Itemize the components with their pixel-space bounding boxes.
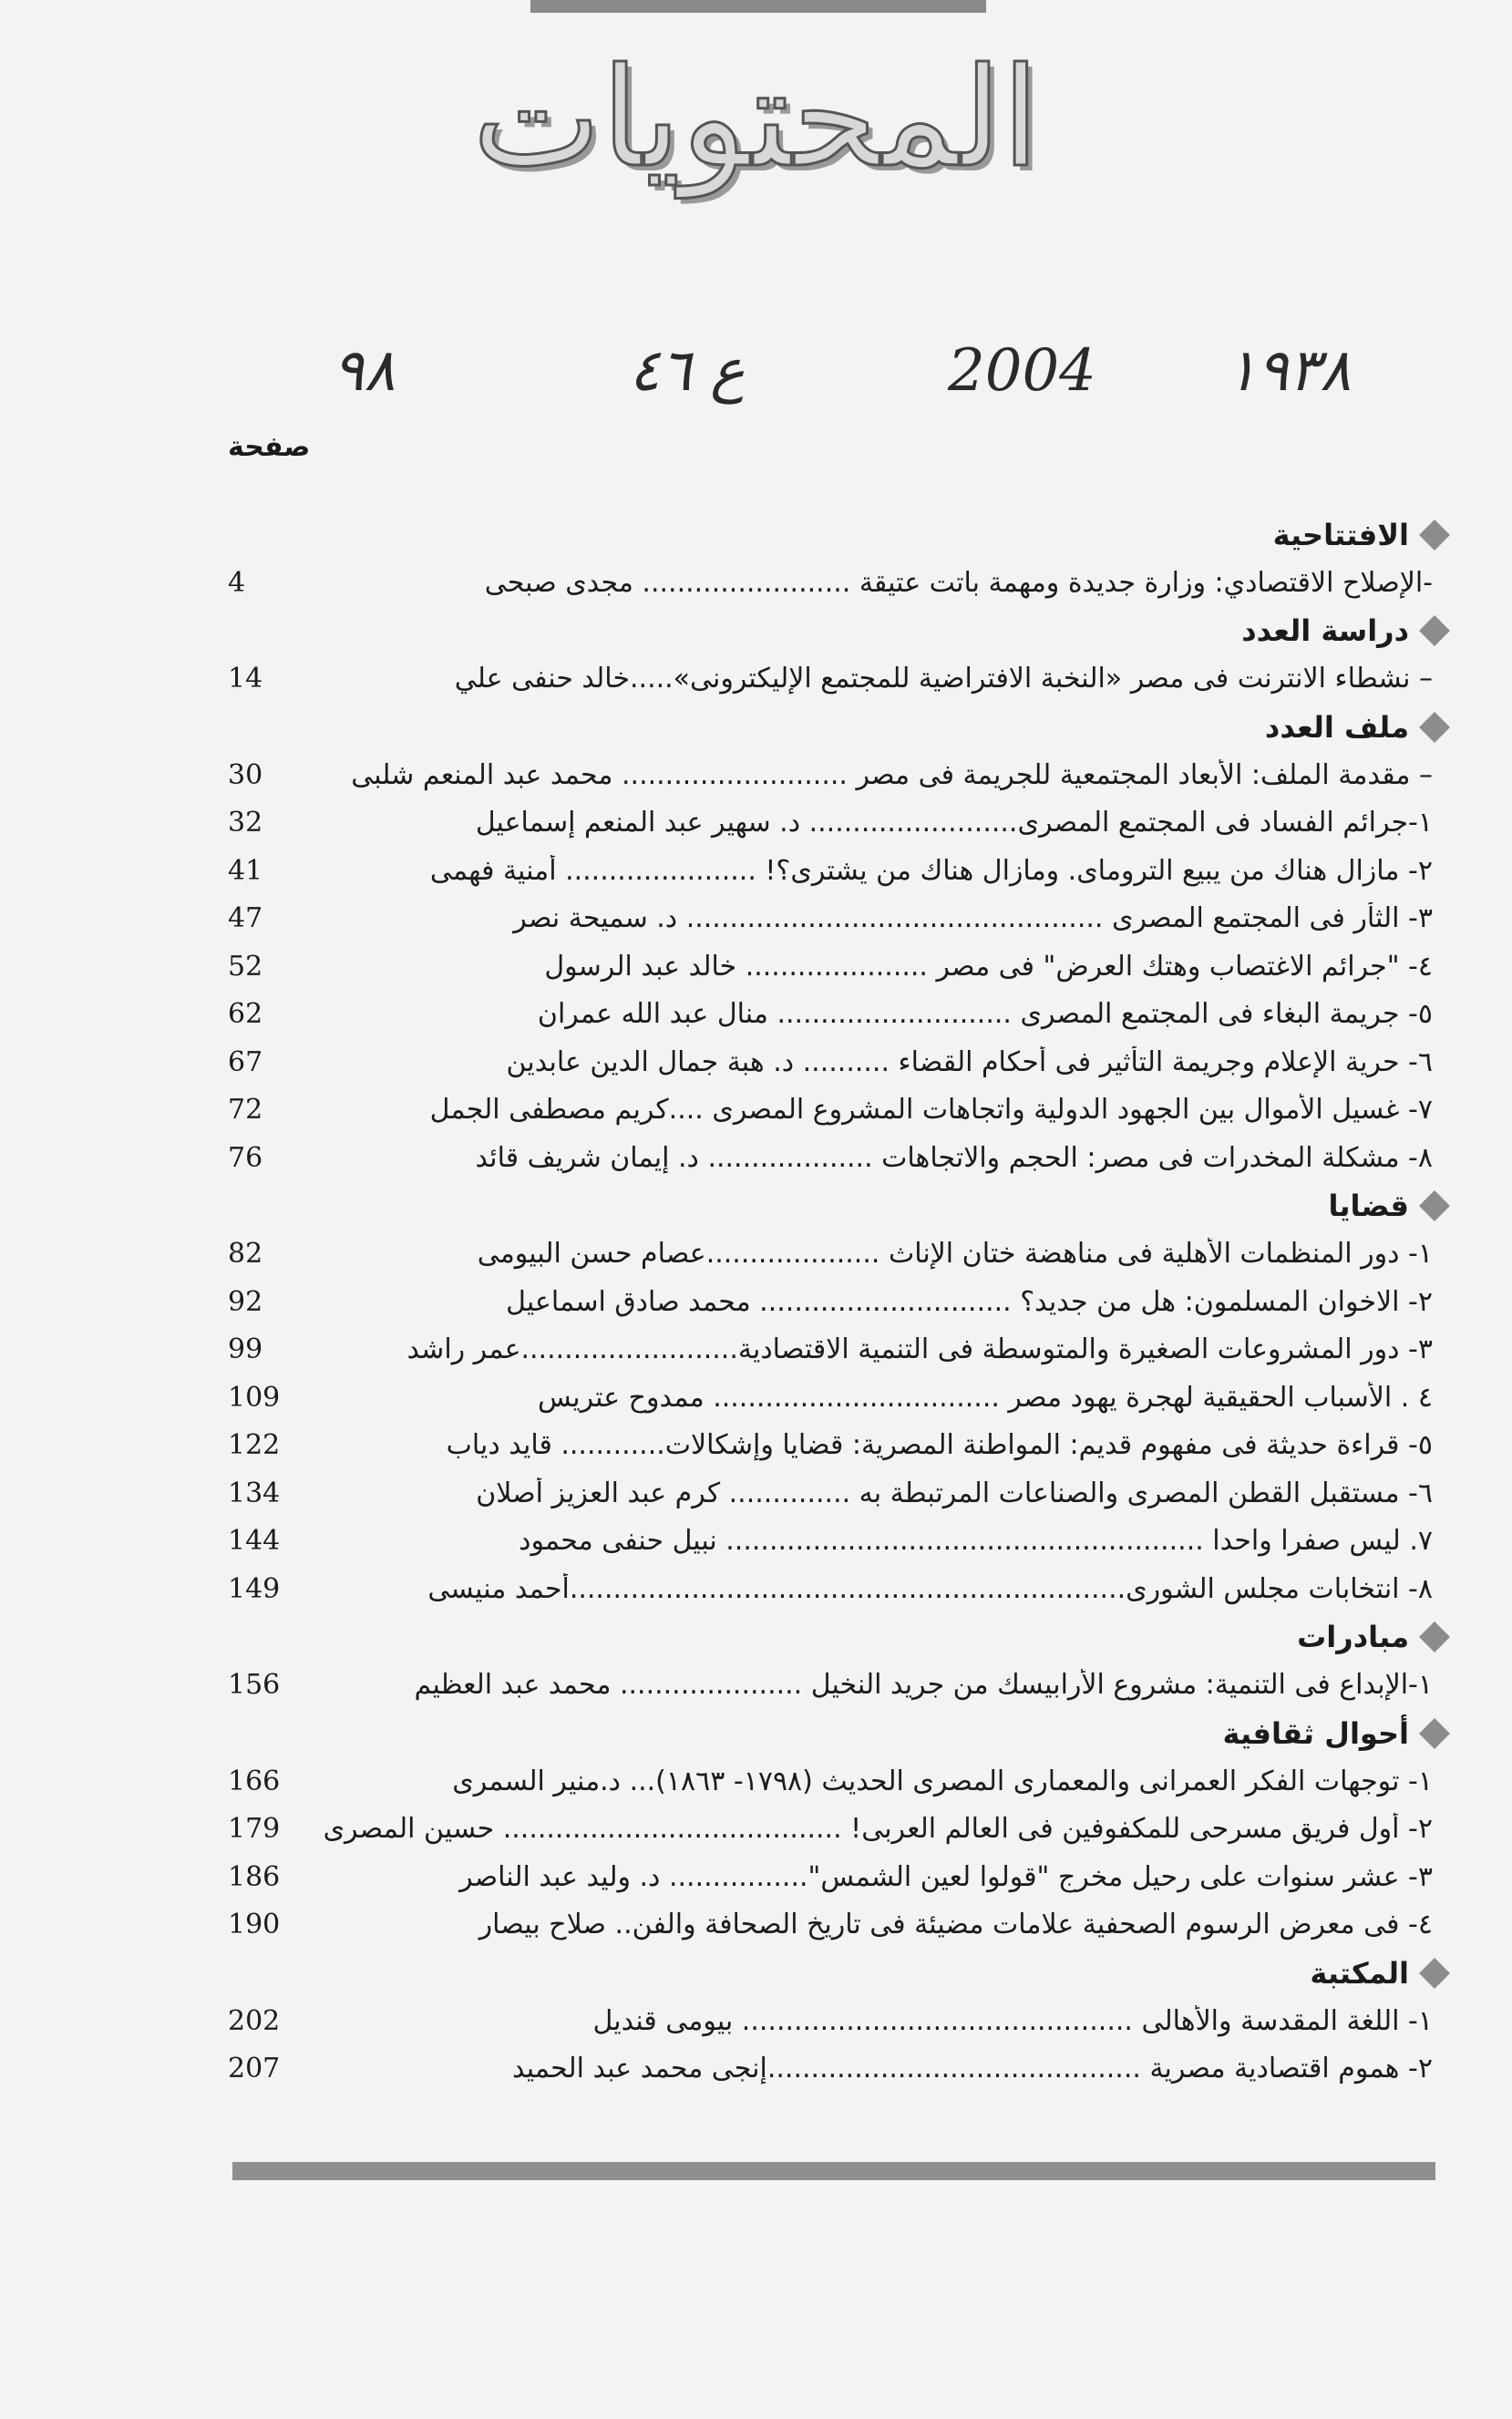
- toc-entry: [228, 1757, 1449, 1806]
- toc-entry: [228, 942, 1449, 991]
- toc-entry-page-number: 99: [228, 1333, 263, 1366]
- toc-entry-text: ٤- فى معرض الرسوم الصحفية علامات مضيئة فى تاريخ الصحافة والفن.. صلاح بيصار: [478, 1909, 1433, 1941]
- section-heading: [228, 1182, 1449, 1230]
- diamond-bullet-icon: [1419, 712, 1450, 743]
- toc-entry-text: ٣- دور المشروعات الصغيرة والمتوسطة فى التنمية الاقتصادية.........................عمر راشد: [406, 1333, 1433, 1366]
- toc-entry: [228, 751, 1449, 799]
- diamond-bullet-icon: [1419, 1958, 1450, 1989]
- toc-entry-text: ٧- غسيل الأموال بين الجهود الدولية واتجاهات المشروع المصرى ....كريم مصطفى الجمل: [429, 1094, 1433, 1127]
- toc-entry: [228, 1997, 1449, 2045]
- section-title: ملف العدد: [1264, 709, 1409, 745]
- handwritten-note: ١٩٣٨: [1226, 337, 1352, 405]
- toc-entry-page-number: 122: [228, 1429, 281, 1462]
- toc-entry-text: ٢- هموم اقتصادية مصرية ...........................................إنجى محمد عبد الحميد: [511, 2053, 1433, 2085]
- toc-entry: [228, 1853, 1449, 1901]
- toc-entry-text: ١- اللغة المقدسة والأهالى ............................................. بيومى قنديل: [592, 2004, 1433, 2037]
- toc-entry: [228, 1806, 1449, 1854]
- toc-entry: [228, 799, 1449, 848]
- toc-entry: [228, 2045, 1449, 2094]
- toc-entry-page-number: 30: [228, 758, 263, 791]
- toc-entry-page-number: 72: [228, 1094, 263, 1127]
- section-title: قضايا: [1328, 1189, 1409, 1223]
- toc-entry: [228, 1374, 1449, 1422]
- toc-entry-page-number: 47: [228, 902, 263, 935]
- toc-entry: [228, 847, 1449, 895]
- toc-entry-page-number: 62: [228, 998, 263, 1031]
- section-title: مبادرات: [1297, 1620, 1409, 1654]
- toc-entry-text: ٤- "جرائم الاغتصاب وهتك العرض" فى مصر ..................... خالد عبد الرسول: [544, 950, 1433, 983]
- toc-entry: [228, 559, 1449, 607]
- toc-entry-page-number: 41: [228, 854, 263, 887]
- section-heading: [228, 510, 1449, 559]
- toc-entry-page-number: 202: [228, 2004, 281, 2037]
- diamond-bullet-icon: [1419, 1621, 1450, 1652]
- toc-entry-page-number: 92: [228, 1285, 263, 1318]
- toc-entry: [228, 1662, 1449, 1710]
- toc-entry-text: ١- دور المنظمات الأهلية فى مناهضة ختان الإناث ....................عصام حسن البيومى: [477, 1238, 1433, 1271]
- toc-entry-page-number: 76: [228, 1141, 263, 1174]
- toc-entry-page-number: 144: [228, 1525, 281, 1558]
- toc-entry-text: – مقدمة الملف: الأبعاد المجتمعية للجريمة فى مصر .......................... محمد عبد المنعم شلبى: [351, 758, 1433, 791]
- toc-entry-text: ٥- قراءة حديثة فى مفهوم قديم: المواطنة المصرية: قضايا وإشكالات............ قايد دياب: [446, 1429, 1433, 1462]
- diamond-bullet-icon: [1419, 1718, 1450, 1749]
- toc-entry: [228, 1038, 1449, 1086]
- toc-entry-text: ٦- حرية الإعلام وجريمة التأثير فى أحكام القضاء .......... د. هبة جمال الدين عابدين: [506, 1045, 1433, 1078]
- toc-entry-page-number: 179: [228, 1813, 281, 1846]
- section-heading: [228, 1709, 1449, 1757]
- toc-entry-text: ٨- انتخابات مجلس الشورى................................................................أحمد منيسى: [427, 1572, 1433, 1605]
- handwritten-note: ع ٤٦: [629, 337, 746, 405]
- toc-entry-page-number: 156: [228, 1669, 281, 1702]
- toc-entry: [228, 1134, 1449, 1182]
- handwritten-note: ٩٨: [333, 337, 396, 405]
- toc-entry: [228, 1901, 1449, 1950]
- toc-entry-page-number: 166: [228, 1765, 281, 1797]
- toc-entry-text: ٤ . الأسباب الحقيقية لهجرة يهود مصر ................................. ممدوح عتريس: [538, 1381, 1433, 1414]
- toc-entry-text: – نشطاء الانترنت فى مصر «النخبة الافتراضية للمجتمع الإليكترونى».....خالد حنفى علي: [454, 663, 1433, 695]
- toc-entry: [228, 895, 1449, 943]
- toc-entry-page-number: 186: [228, 1860, 281, 1893]
- toc-entry: [228, 1230, 1449, 1279]
- toc-entry-text: ١- توجهات الفكر العمرانى والمعمارى المصرى الحديث (١٧٩٨- ١٨٦٣)... د.منير السمرى: [452, 1765, 1433, 1797]
- toc-entry-text: ٢- أول فريق مسرحى للمكفوفين فى العالم العربى! ....................................... حسين المصرى: [323, 1813, 1433, 1846]
- toc-entry: [228, 1278, 1449, 1326]
- toc-entry-page-number: 32: [228, 807, 263, 839]
- toc-entry-text: ٥- جريمة البغاء فى المجتمع المصرى ........................... منال عبد الله عمران: [537, 998, 1433, 1031]
- section-title: المكتبة: [1310, 1955, 1409, 1991]
- toc-entry-page-number: 207: [228, 2053, 281, 2085]
- handwritten-note: 2004: [948, 337, 1096, 405]
- toc-entry-page-number: 82: [228, 1238, 263, 1271]
- toc-entry-text: ٧. ليس صفرا واحدا ....................................................... نبيل حنفى محمود: [519, 1525, 1433, 1558]
- bottom-decorative-bar: [232, 2162, 1435, 2180]
- toc-entry-text: ٦- مستقبل القطن المصرى والصناعات المرتبطة به .............. كرم عبد العزيز أصلان: [476, 1477, 1433, 1509]
- section-heading: [228, 703, 1449, 751]
- toc-entry-text: ٨- مشكلة المخدرات فى مصر: الحجم والاتجاهات ................... د. إيمان شريف قائد: [475, 1141, 1433, 1174]
- section-heading: [228, 1613, 1449, 1662]
- top-decorative-bar: [530, 0, 986, 13]
- page-title: المحتويات: [472, 39, 1040, 198]
- toc-entry: [228, 1469, 1449, 1518]
- toc-entry-text: -الإصلاح الاقتصادي: وزارة جديدة ومهمة باتت عتيقة ........................ مجدى صبحى: [484, 566, 1433, 599]
- toc-entry: [228, 1326, 1449, 1374]
- toc-entry-text: ٢- الاخوان المسلمون: هل من جديد؟ ............................. محمد صادق اسماعيل: [506, 1285, 1433, 1318]
- toc-entry-page-number: 109: [228, 1381, 281, 1414]
- toc-entry-text: ٢- مازال هناك من يبيع التروماى. ومازال هناك من يشترى؟! ...................... أمنية فهمى: [429, 854, 1433, 887]
- toc-entry-page-number: 190: [228, 1909, 281, 1941]
- toc-entry-page-number: 149: [228, 1572, 281, 1605]
- toc-entry-text: ٣- عشر سنوات على رحيل مخرج "قولوا لعين الشمس"................ د. وليد عبد الناصر: [459, 1860, 1433, 1893]
- toc-entry: [228, 1086, 1449, 1135]
- section-title: دراسة العدد: [1241, 613, 1409, 648]
- section-heading: [228, 1949, 1449, 1997]
- toc-entry: [228, 1518, 1449, 1566]
- toc-entry: [228, 991, 1449, 1039]
- diamond-bullet-icon: [1419, 1190, 1450, 1221]
- diamond-bullet-icon: [1419, 615, 1450, 646]
- toc-entry-text: ١-الإبداع فى التنمية: مشروع الأرابيسك من جريد النخيل ..................... محمد عبد العظيم: [414, 1669, 1433, 1702]
- toc-entry: [228, 1565, 1449, 1613]
- section-title: الافتتاحية: [1272, 517, 1409, 552]
- toc-entry: [228, 655, 1449, 704]
- toc-entry-text: ١-جرائم الفساد فى المجتمع المصرى........................ د. سهير عبد المنعم إسماعيل: [475, 807, 1433, 839]
- toc-entry-text: ٣- الثأر فى المجتمع المصرى ................................................ د. سميحة نصر: [513, 902, 1433, 935]
- toc-entry-page-number: 134: [228, 1477, 281, 1509]
- section-title: أحوال ثقافية: [1222, 1715, 1409, 1751]
- section-heading: [228, 607, 1449, 655]
- toc-entry-page-number: 14: [228, 663, 263, 695]
- diamond-bullet-icon: [1419, 520, 1450, 551]
- table-of-contents: [228, 510, 1449, 2093]
- toc-entry: [228, 1422, 1449, 1470]
- toc-entry-page-number: 52: [228, 950, 263, 983]
- toc-entry-page-number: 67: [228, 1045, 263, 1078]
- toc-entry-page-number: 4: [228, 566, 246, 599]
- page-column-label: صفحة: [228, 431, 311, 463]
